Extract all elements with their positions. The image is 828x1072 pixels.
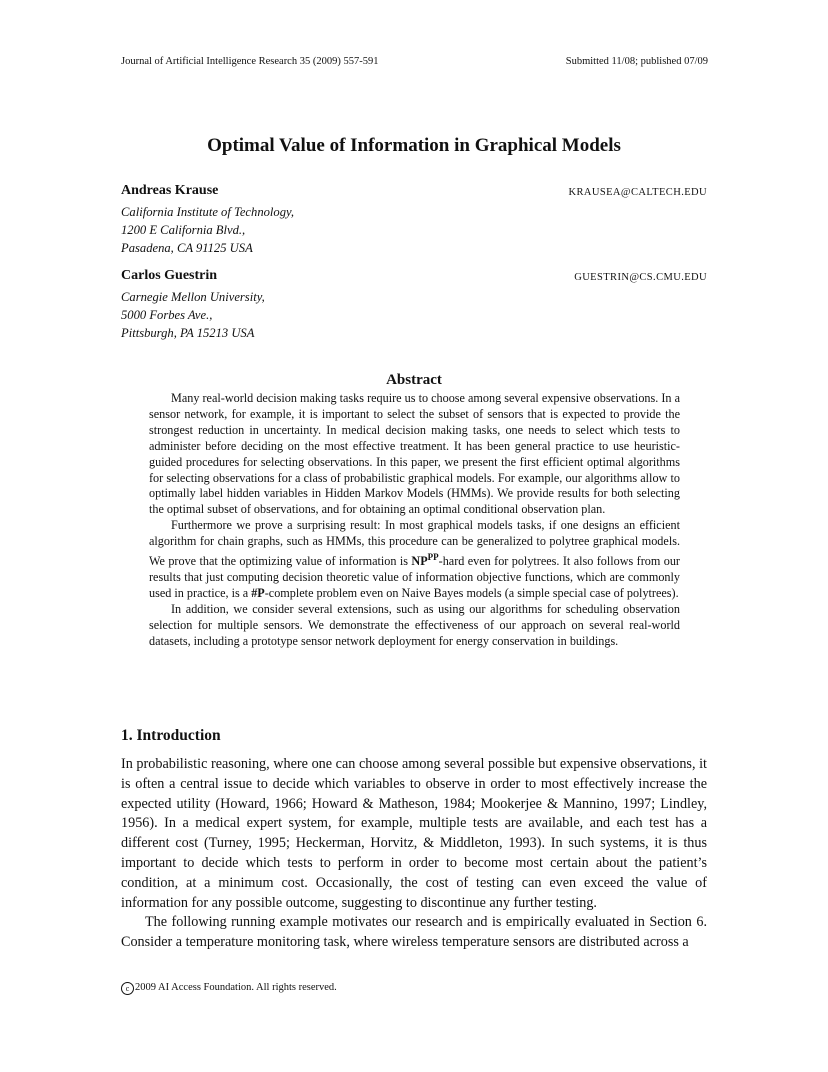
author-email: KRAUSEA@CALTECH.EDU [568, 187, 707, 198]
abstract-text: -hard even for polytrees. It also follows from our results that just computing decision theoretic value of information objective functions, which are commonly used in practice, is a [149, 554, 680, 600]
affiliation-line: California Institute of Technology, [121, 205, 295, 219]
affiliation-line: 1200 E California Blvd., [121, 223, 246, 237]
submission-dates: Submitted 11/08; published 07/09 [565, 56, 708, 67]
journal-header: Journal of Artificial Intelligence Research 35 (2009) 557-591 [121, 56, 379, 67]
abstract-heading: Abstract [386, 372, 442, 388]
abstract-paragraph: Many real-world decision making tasks require us to choose among several expensive observations. In a sensor network, for example, it is important to select the subset of sensors that is expected to provide the strongest reduction in uncertainty. In medical decision making tasks, one needs to select which tests to administer before deciding on the most effective treatment. It has been general practice to use heuristic-guided procedures for selecting observations. In this paper, we present the first efficient optimal algorithms for selecting observations for a class of probabilistic graphical models. For example, our algorithms allow to optimally label hidden variables in Hidden Markov Models (HMMs). We provide results for both selecting the optimal subset of observations, and for obtaining an optimal conditional observation plan. [149, 391, 680, 517]
author-affiliation [121, 203, 294, 257]
abstract-body [149, 391, 680, 650]
sharp-p-symbol: #P [251, 585, 265, 600]
intro-paragraph: The following running example motivates our research and is empirically evaluated in Section 6. Consider a temperature monitoring task, where wireless temperature sensors are distributed across a [121, 914, 707, 951]
affiliation-line: Pittsburgh, PA 15213 USA [121, 326, 255, 340]
intro-paragraph: In probabilistic reasoning, where one can choose among several possible but expensive observations, it is often a central issue to decide which variables to observe in order to most effectively increase the expected utility (Howard, 1966; Howard & Matheson, 1984; Mookerjee & Mannino, 1997; Lindley, 1956). In a medical expert system, for example, multiple tests are available, and each test has a different cost (Turney, 1995; Heckerman, Horvitz, & Middleton, 1993). In such systems, it is thus important to decide which tests to perform in order to become most certain about the patient’s condition, at a minimum cost. Occasionally, the cost of testing can even exceed the value of information for any possible outcome, suggesting to discontinue any further testing. [121, 756, 707, 911]
copyright-notice [121, 982, 337, 995]
introduction-body [121, 755, 707, 953]
author-name: Andreas Krause [121, 183, 219, 198]
affiliation-line: Carnegie Mellon University, [121, 290, 265, 304]
author-name: Carlos Guestrin [121, 268, 218, 283]
abstract-paragraph [149, 518, 680, 602]
author-affiliation [121, 288, 265, 342]
abstract-paragraph: In addition, we consider several extensions, such as using our algorithms for scheduling observation selection for multiple sensors. We demonstrate the effectiveness of our approach on several real-world datasets, including a prototype sensor network deployment for energy conservation in buildings. [149, 601, 680, 648]
affiliation-line: 5000 Forbes Ave., [121, 308, 213, 322]
author-email: GUESTRIN@CS.CMU.EDU [574, 272, 707, 283]
section-heading: 1. Introduction [121, 727, 221, 744]
paper-title: Optimal Value of Information in Graphical Models [207, 135, 621, 156]
pp-superscript: PP [427, 552, 439, 563]
abstract-text: -complete problem even on Naive Bayes models (a simple special case of polytrees). [264, 585, 679, 600]
np-symbol: $NP^{PP}$ [411, 552, 439, 569]
abstract-text: Furthermore we prove a surprising result: In most graphical models tasks, if one designs an efficient algorithm for chain graphs, such as HMMs, this procedure can be generalized to polytree graphical models. We prove that the optimizing value of information is [149, 518, 680, 569]
affiliation-line: Pasadena, CA 91125 USA [121, 241, 253, 255]
copyright-text: 2009 AI Access Foundation. All rights reserved. [135, 982, 337, 993]
copyright-icon: c [121, 982, 134, 995]
